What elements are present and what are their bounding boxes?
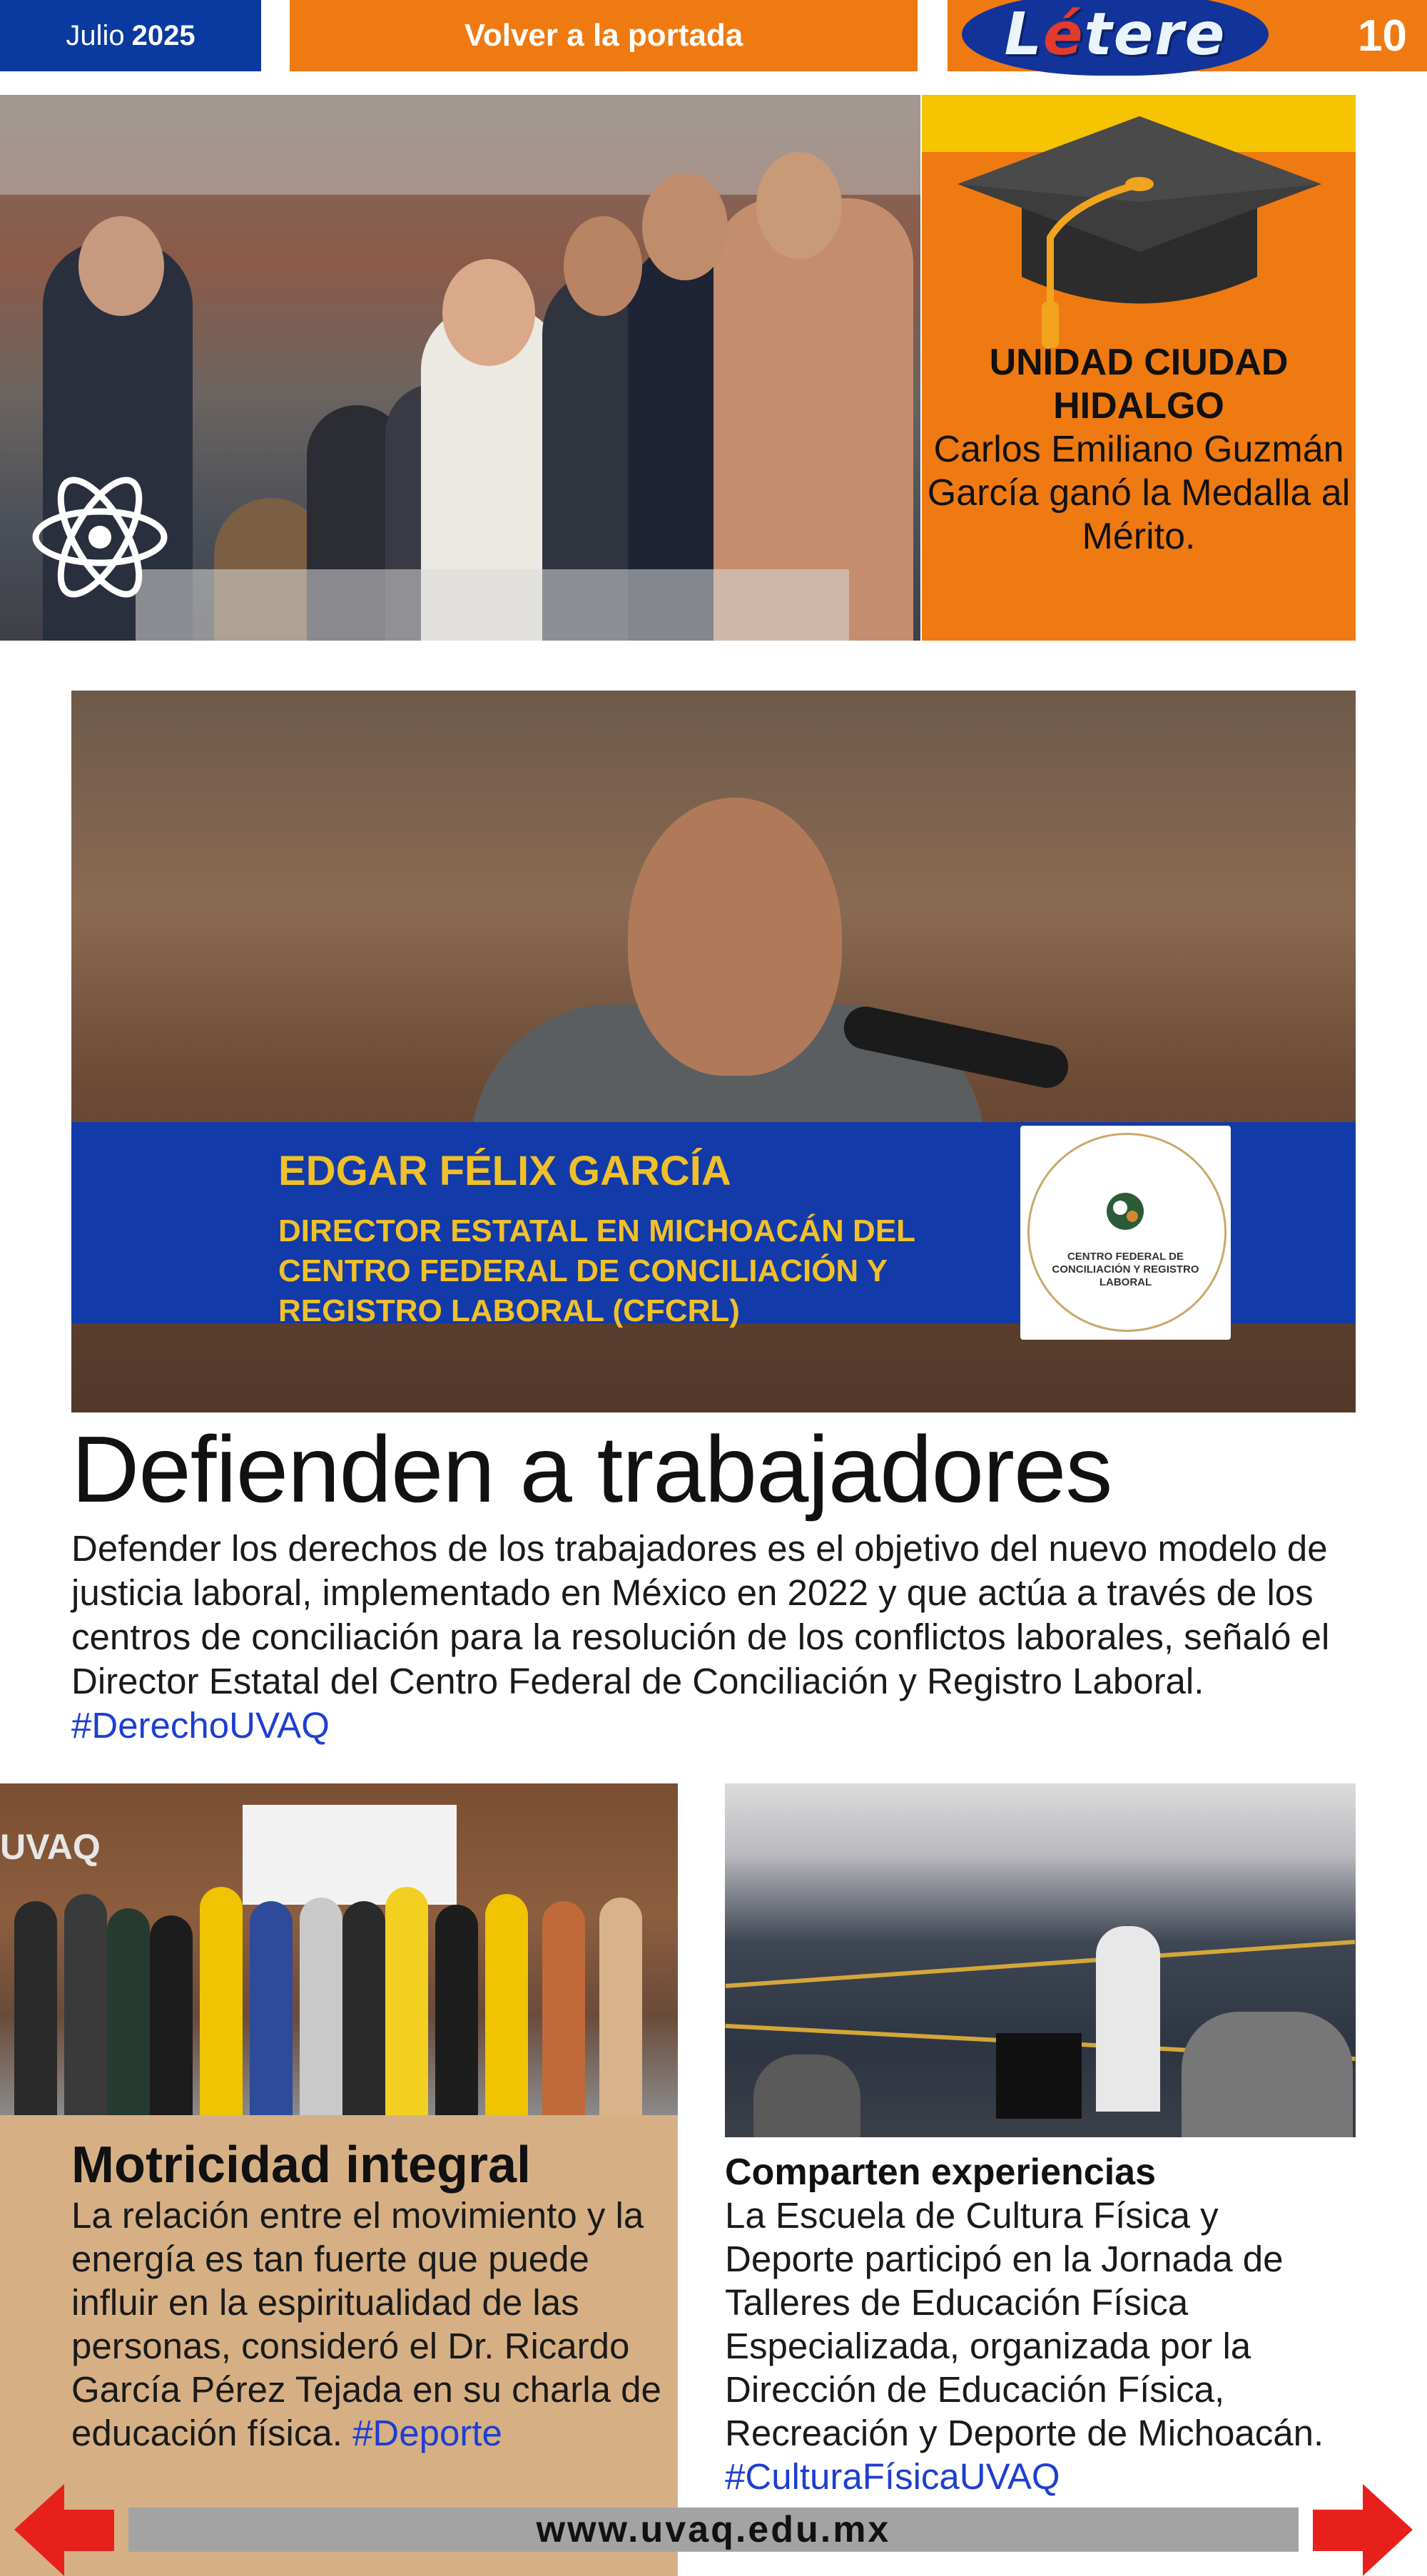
award-ceremony-photo xyxy=(0,95,920,641)
brand-logo xyxy=(962,0,1269,76)
feature-caption xyxy=(922,341,1356,559)
graduation-cap-icon xyxy=(943,95,1336,359)
issue-date xyxy=(0,0,261,71)
main-story-body xyxy=(71,1527,1356,1748)
main-headline: Defienden a trabajadores xyxy=(71,1417,1112,1522)
right-story-headline: Comparten experiencias xyxy=(725,2152,1157,2193)
left-story-hashtag[interactable]: #Deporte xyxy=(352,2413,502,2453)
arrow-right-icon[interactable] xyxy=(1313,2484,1413,2576)
left-story-text: La relación entre el movimiento y la energía es tan fuerte que puede influir en la espiritualidad de las personas, consideró el Dr. Ricardo García Pérez Tejada en su charla de educación física. xyxy=(71,2195,661,2453)
feature-title: UNIDAD CIUDAD HIDALGO xyxy=(989,342,1289,427)
website-link[interactable]: www.uvaq.edu.mx xyxy=(536,2509,891,2550)
gym-workshop-photo xyxy=(725,1783,1356,2137)
group-photo xyxy=(0,1783,678,2115)
issue-year: 2025 xyxy=(131,19,195,51)
right-story-text: La Escuela de Cultura Física y Deporte participó en la Jornada de Talleres de Educación Física Especializada, organizada por la Dirección de Educación Física, Recreación y Deporte de Michoacán. xyxy=(725,2195,1324,2453)
issue-month: Julio xyxy=(66,19,125,51)
left-story-body xyxy=(71,2194,664,2455)
cfcrl-logo-text: CENTRO FEDERAL DE CONCILIACIÓN Y REGISTRO LABORAL xyxy=(1052,1251,1199,1288)
page-number: 10 xyxy=(1358,11,1407,61)
atom-icon xyxy=(29,466,171,609)
brand-bar xyxy=(948,0,1427,71)
speaker-role: DIRECTOR ESTATAL EN MICHOACÁN DEL CENTRO FEDERAL DE CONCILIACIÓN Y REGISTRO LABORAL (CFCRL) xyxy=(278,1213,915,1328)
brand-logo-text: Létere xyxy=(1004,0,1227,68)
feature-text: Carlos Emiliano Guzmán García ganó la Medalla al Mérito. xyxy=(927,429,1351,557)
main-story-text: Defender los derechos de los trabajadores es el objetivo del nuevo modelo de justicia laboral, implementado en México en 2022 y que actúa a través de los centros de conciliación para la resolución de los conflictos laborales, señaló el Director Estatal del Centro Federal de Conciliación y Registro Laboral. xyxy=(71,1528,1330,1701)
group-photo-logo: UVAQ xyxy=(0,1827,101,1867)
right-story-hashtag[interactable]: #CulturaFísicaUVAQ xyxy=(725,2456,1060,2497)
speaker-name: EDGAR FÉLIX GARCÍA xyxy=(278,1148,731,1194)
feature-box xyxy=(922,95,1356,641)
right-story-body xyxy=(725,2194,1353,2498)
arrow-left-icon[interactable] xyxy=(14,2484,114,2576)
speaker-photo xyxy=(71,691,1356,1412)
back-to-cover-link[interactable]: Volver a la portada xyxy=(290,0,918,71)
cfcrl-logo xyxy=(1020,1126,1231,1340)
left-story-headline: Motricidad integral xyxy=(71,2137,532,2194)
main-story-hashtag[interactable]: #DerechoUVAQ xyxy=(71,1705,330,1746)
